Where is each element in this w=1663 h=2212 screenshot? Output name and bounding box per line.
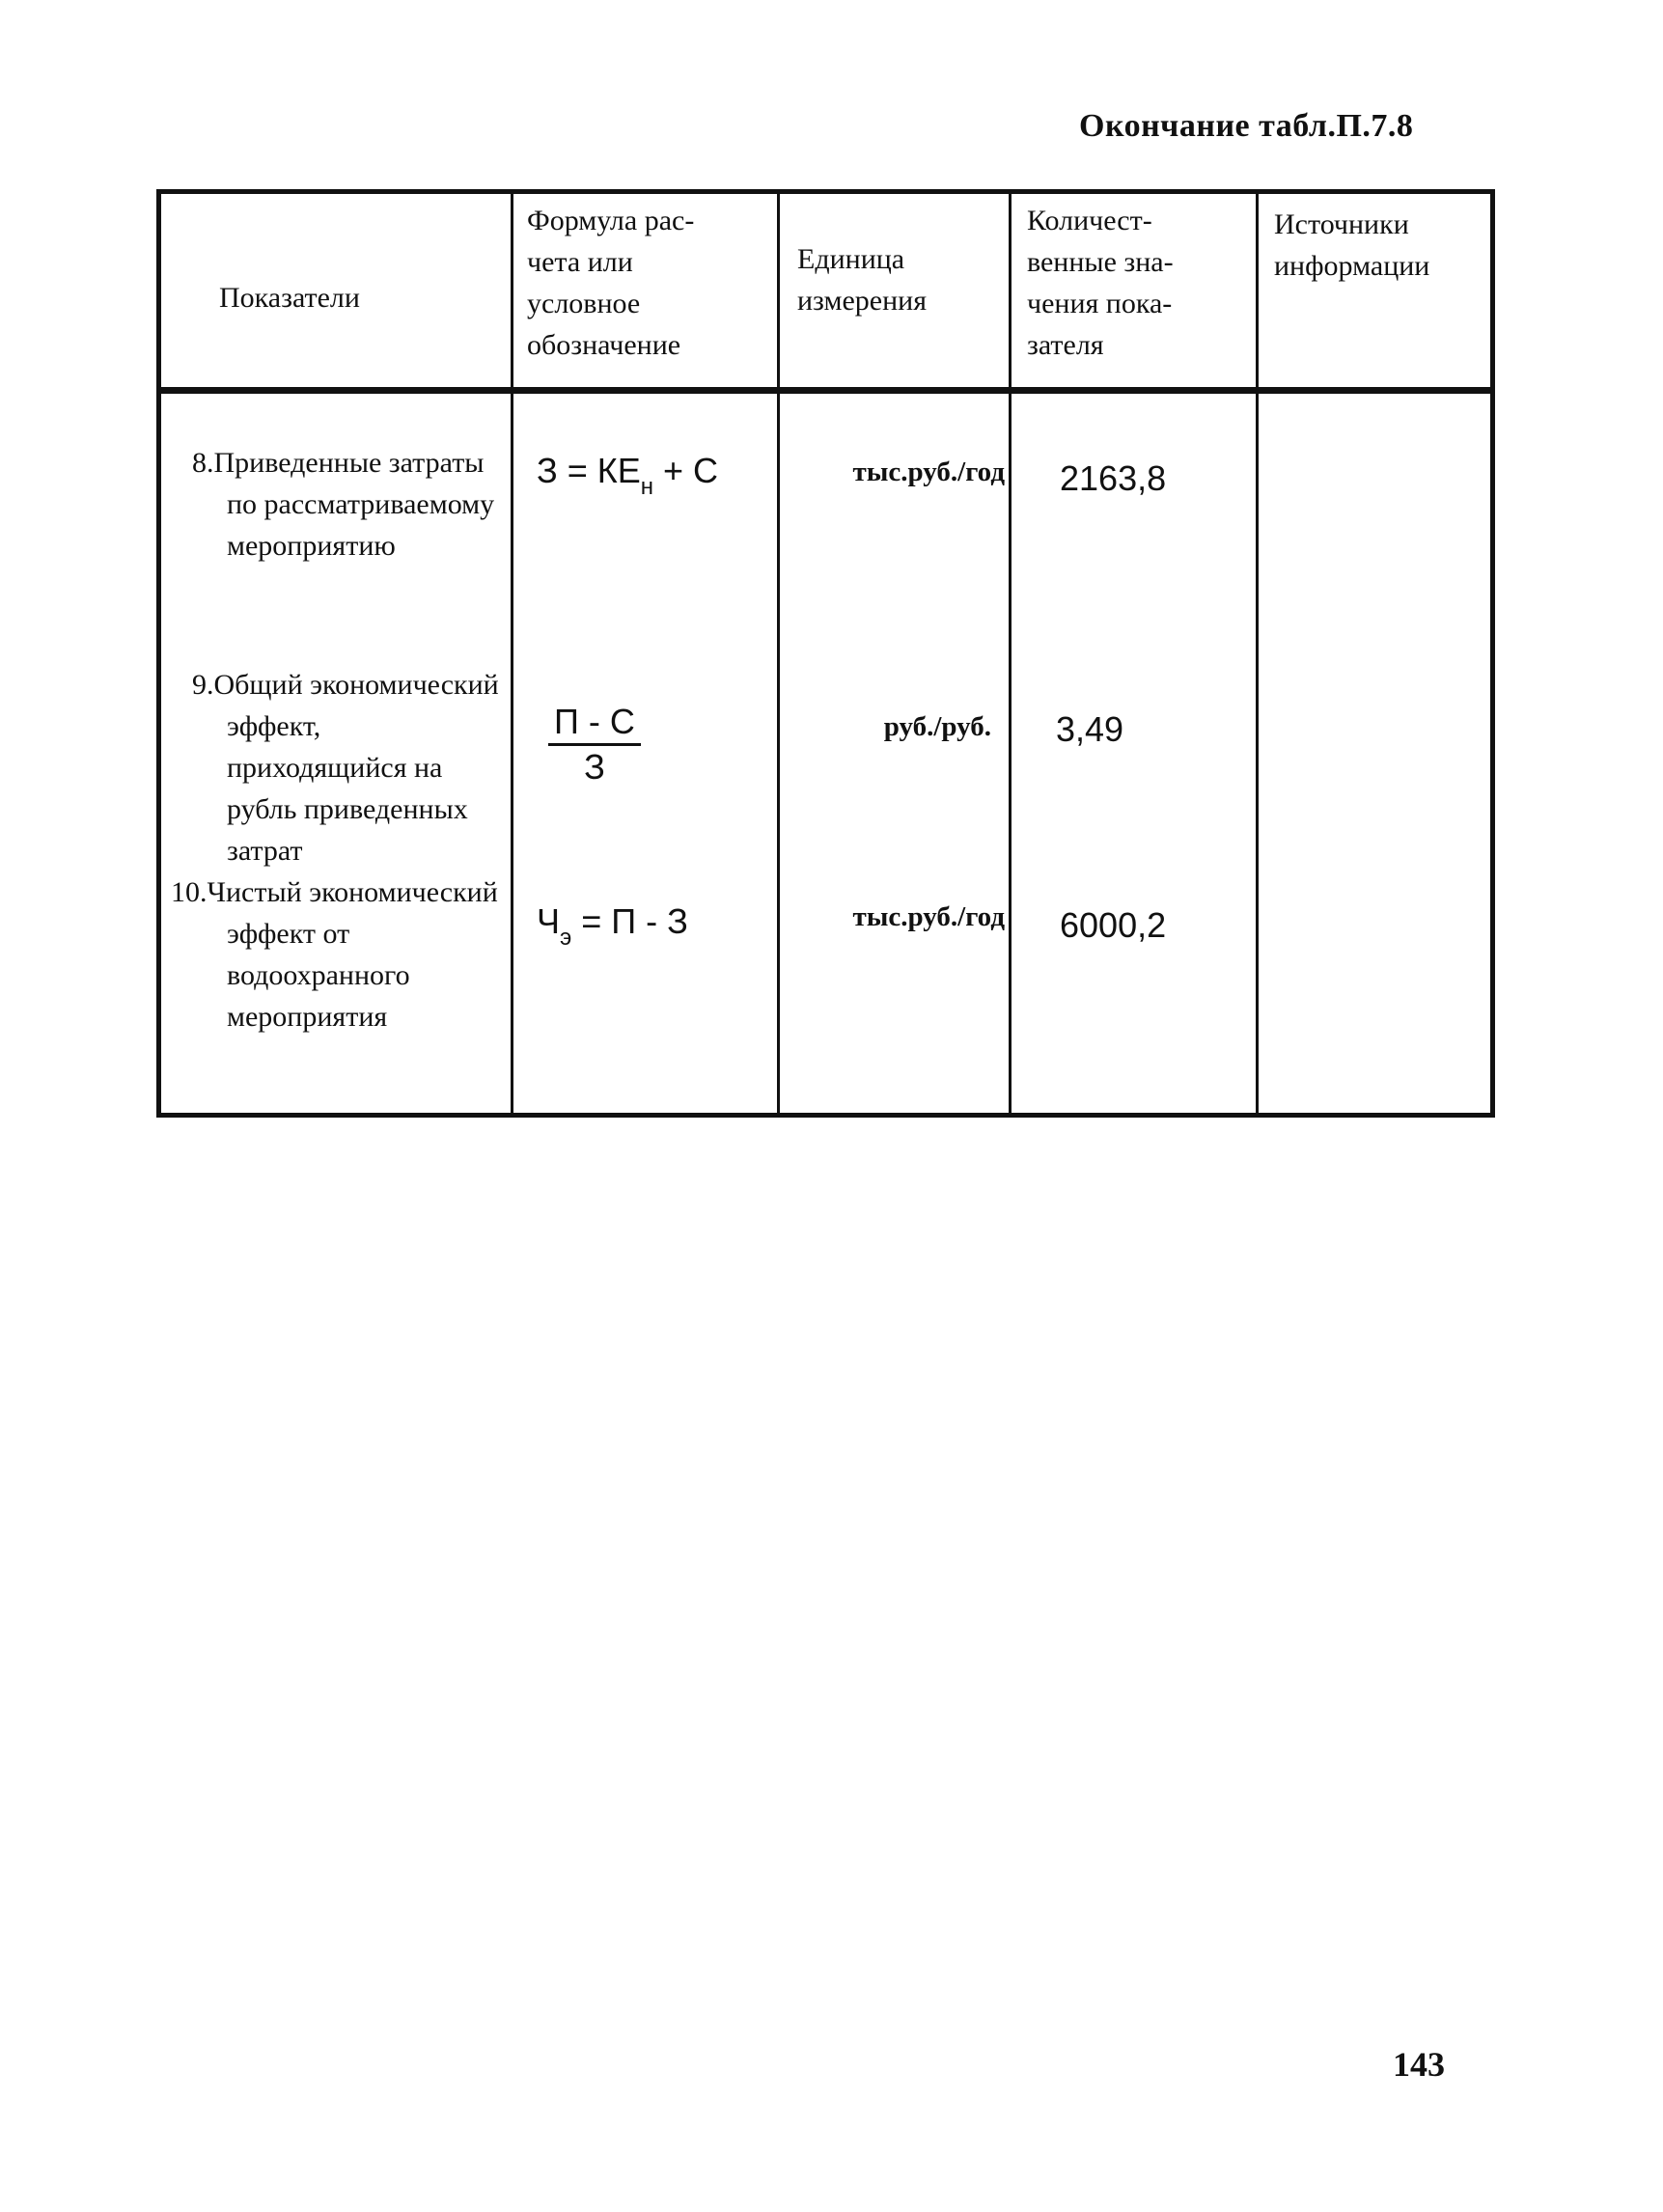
cell-formula <box>513 391 779 665</box>
cell-unit: тыс.руб./год <box>779 871 1011 1116</box>
header-source: Источники информации <box>1258 192 1493 391</box>
header-quantity: Количест- венные зна- чения пока- зателя <box>1011 192 1258 391</box>
cell-unit: тыс.руб./год <box>779 391 1011 665</box>
cell-unit: руб./руб. <box>779 664 1011 871</box>
indicators-table <box>156 189 1495 1118</box>
table-row <box>159 871 1493 1116</box>
fraction-numerator: П - С <box>548 701 641 746</box>
cell-indicator: 10.Чистый экономический эффект от водоохранного мероприятия <box>159 871 513 1116</box>
header-indicator: Показатели <box>159 192 513 391</box>
cell-source <box>1258 664 1493 871</box>
cell-source <box>1258 391 1493 665</box>
formula: $Ч_э = П - З$ <box>537 901 688 951</box>
cell-source <box>1258 871 1493 1116</box>
cell-quantity: 2163,8 <box>1011 391 1258 665</box>
formula <box>513 664 777 788</box>
formula: $З = КЕ_н + С$ <box>537 451 719 500</box>
fraction <box>548 701 641 788</box>
header-unit: Единица измерения <box>779 192 1011 391</box>
cell-quantity: 6000,2 <box>1011 871 1258 1116</box>
cell-formula <box>513 871 779 1116</box>
cell-indicator: 9.Общий экономический эффект, приходящийся на рубль приведенных затрат <box>159 664 513 871</box>
page-number: 143 <box>1393 2045 1445 2084</box>
table-caption: Окончание табл.П.7.8 <box>1079 108 1414 144</box>
cell-indicator: 8.Приведенные затраты по рассматриваемому мероприятию <box>159 391 513 665</box>
table-header-row <box>159 192 1493 391</box>
table-row <box>159 664 1493 871</box>
table-row <box>159 391 1493 665</box>
cell-quantity: 3,49 <box>1011 664 1258 871</box>
fraction-denominator: З <box>584 747 605 787</box>
header-formula: Формула рас- чета или условное обозначение <box>513 192 779 391</box>
cell-formula <box>513 664 779 871</box>
